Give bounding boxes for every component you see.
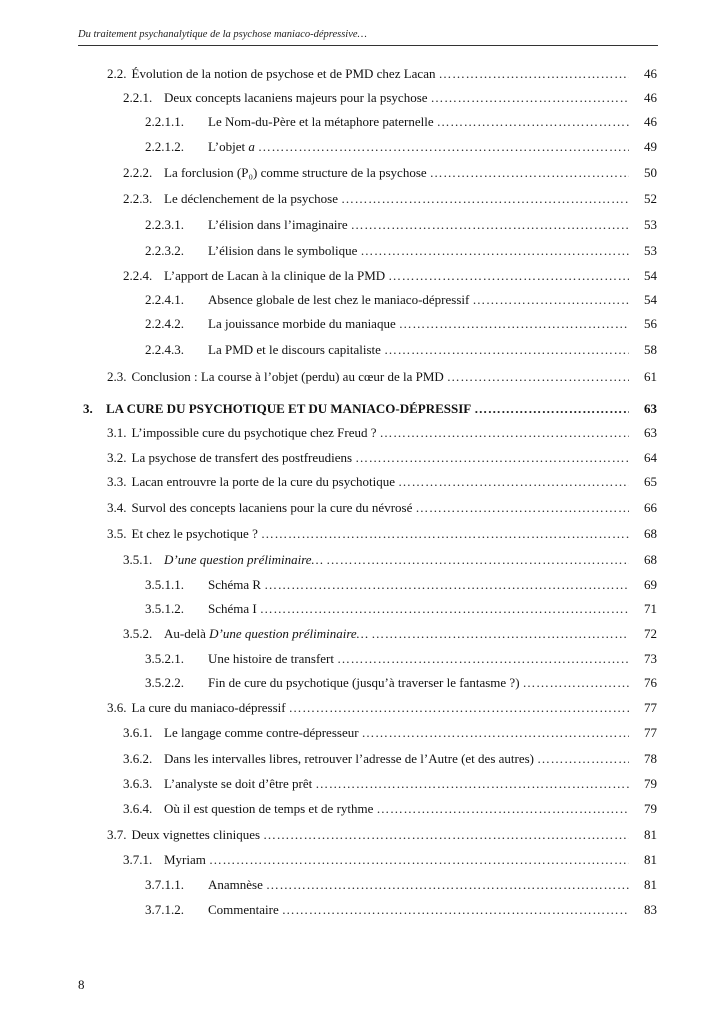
toc-entry xyxy=(123,747,629,771)
toc-title-text: Une histoire de transfert xyxy=(208,651,334,666)
toc-title xyxy=(208,647,334,671)
toc-title-text: L’impossible cure du psychotique chez Freud ? xyxy=(131,425,377,440)
toc-page-number: 52 xyxy=(644,191,657,206)
toc-entry xyxy=(123,622,629,646)
toc-title-text: Schéma R xyxy=(208,577,262,592)
dot-leader xyxy=(260,597,629,621)
toc-entry xyxy=(145,239,629,263)
toc-entry xyxy=(145,213,629,237)
toc-number: 2.2.4. xyxy=(123,268,153,283)
toc-title-text: Évolution de la notion de psychose et de PMD chez Lacan xyxy=(131,66,436,81)
toc-number: 2.2.1. xyxy=(123,90,153,105)
toc-title-text: Au-delà xyxy=(164,626,210,641)
toc-title xyxy=(164,187,338,211)
toc-page-number: 81 xyxy=(644,877,657,892)
toc-title-text: Fin de cure du psychotique (jusqu’à traverser le fantasme ?) xyxy=(208,675,520,690)
toc-row[interactable] xyxy=(123,622,657,646)
toc-page-number: 77 xyxy=(644,725,657,740)
dot-leader xyxy=(263,823,629,847)
dot-leader xyxy=(258,135,629,159)
toc-title xyxy=(164,86,428,110)
toc-page-number: 68 xyxy=(644,526,657,541)
toc-number: 2.2.1.2. xyxy=(145,139,184,154)
toc-title xyxy=(208,110,434,134)
toc-row[interactable] xyxy=(83,397,657,421)
dot-leader xyxy=(360,239,629,263)
toc-title-text: Dans les intervalles libres, retrouver l’adresse de l’Autre (et des autres) xyxy=(164,751,534,766)
dot-leader xyxy=(315,772,629,796)
toc-title-text: L’analyste se doit d’être prêt xyxy=(164,776,313,791)
toc-entry xyxy=(107,496,629,520)
toc-number: 2.2.4.1. xyxy=(145,292,184,307)
toc-page-number: 63 xyxy=(644,401,657,416)
toc-page-number: 54 xyxy=(644,292,657,307)
toc-number: 3.2. xyxy=(107,450,127,465)
toc-entry xyxy=(145,110,629,134)
toc-number: 3.7.1.1. xyxy=(145,877,184,892)
toc-title-text: Deux vignettes cliniques xyxy=(131,827,261,842)
toc-row[interactable] xyxy=(145,338,657,362)
toc-row[interactable] xyxy=(145,873,657,897)
toc-number: 3.5.2. xyxy=(123,626,153,641)
toc-number: 3.1. xyxy=(107,425,127,440)
toc-title-text: Lacan entrouvre la porte de la cure du psychotique xyxy=(131,474,395,489)
toc-title-text: La jouissance morbide du maniaque xyxy=(208,316,396,331)
toc-title xyxy=(208,213,348,237)
toc-page-number: 53 xyxy=(644,217,657,232)
toc-title xyxy=(208,239,357,263)
toc-row[interactable] xyxy=(107,823,657,847)
toc-page-number: 76 xyxy=(644,675,657,690)
dot-leader xyxy=(264,573,629,597)
toc-page-number: 81 xyxy=(644,827,657,842)
dot-leader xyxy=(384,338,629,362)
toc-row[interactable] xyxy=(107,522,657,546)
toc-title-italic: a xyxy=(248,139,255,154)
toc-title xyxy=(208,597,257,621)
dot-leader xyxy=(474,397,629,421)
dot-leader xyxy=(282,898,629,922)
toc-entry xyxy=(145,671,629,695)
toc-page-number: 77 xyxy=(644,700,657,715)
toc-number: 3.7.1. xyxy=(123,852,153,867)
dot-leader xyxy=(326,548,629,572)
toc-title xyxy=(132,470,396,494)
toc-number: 2.2.3.2. xyxy=(145,243,184,258)
toc-page-number: 46 xyxy=(644,66,657,81)
toc-entry xyxy=(107,522,629,546)
toc-title-text: Schéma I xyxy=(208,601,257,616)
toc-row[interactable] xyxy=(145,597,657,621)
toc-number: 3. xyxy=(83,401,93,416)
toc-page-number: 58 xyxy=(644,342,657,357)
toc-title-text: Le déclenchement de la psychose xyxy=(164,191,338,206)
toc-number: 3.3. xyxy=(107,474,127,489)
toc-row[interactable] xyxy=(107,696,657,720)
toc-row[interactable] xyxy=(145,312,657,336)
dot-leader xyxy=(447,365,629,389)
toc-title xyxy=(164,797,373,821)
toc-title xyxy=(132,365,444,389)
dot-leader xyxy=(371,622,629,646)
toc-entry xyxy=(123,548,629,572)
toc-title xyxy=(208,671,520,695)
dot-leader xyxy=(415,496,629,520)
toc-title-text: L’apport de Lacan à la clinique de la PMD xyxy=(164,268,386,283)
toc-row[interactable] xyxy=(107,365,657,389)
toc-title-text: Commentaire xyxy=(208,902,279,917)
toc-entry xyxy=(107,421,629,445)
toc-page-number: 79 xyxy=(644,801,657,816)
toc-entry xyxy=(145,873,629,897)
toc-row[interactable] xyxy=(107,446,657,470)
toc-number: 3.5. xyxy=(107,526,127,541)
toc-number: 2.2.2. xyxy=(123,165,153,180)
toc-entry xyxy=(123,161,629,185)
toc-page-number: 83 xyxy=(644,902,657,917)
dot-leader xyxy=(351,213,629,237)
page-number: 8 xyxy=(78,977,85,992)
toc-row[interactable] xyxy=(123,772,657,796)
dot-leader xyxy=(261,522,629,546)
dot-leader xyxy=(337,647,629,671)
dot-leader xyxy=(362,721,629,745)
dot-leader xyxy=(437,110,629,134)
toc-title-text: Deux concepts lacaniens majeurs pour la psychose xyxy=(164,90,428,105)
toc-entry xyxy=(83,397,629,421)
dot-leader xyxy=(398,470,629,494)
toc-entry xyxy=(145,898,629,922)
toc-title xyxy=(164,721,359,745)
toc-entry xyxy=(145,647,629,671)
toc-number: 2.2. xyxy=(107,66,127,81)
toc-title-text: Myriam xyxy=(164,852,206,867)
toc-number: 3.6.3. xyxy=(123,776,153,791)
toc-entry xyxy=(145,288,629,312)
toc-title-text: La forclusion (P₀) comme structure de la psychose xyxy=(164,165,427,180)
toc-number: 3.4. xyxy=(107,500,127,515)
toc-page-number: 64 xyxy=(644,450,657,465)
toc-row[interactable] xyxy=(123,797,657,821)
dot-leader xyxy=(341,187,629,211)
toc-row[interactable] xyxy=(123,86,657,110)
toc-title xyxy=(208,338,381,362)
dot-leader xyxy=(438,62,629,86)
dot-leader xyxy=(355,446,629,470)
toc-row[interactable] xyxy=(123,721,657,745)
toc-row[interactable] xyxy=(107,421,657,445)
toc-page-number: 66 xyxy=(644,500,657,515)
toc-number: 2.2.3. xyxy=(123,191,153,206)
toc-row[interactable] xyxy=(145,213,657,237)
toc-entry xyxy=(107,365,629,389)
toc-title-italic: D’une question préliminaire… xyxy=(164,552,324,567)
toc-title xyxy=(164,622,368,646)
toc-row[interactable] xyxy=(123,161,657,185)
toc-row[interactable] xyxy=(123,187,657,211)
dot-leader xyxy=(430,161,629,185)
toc-number: 3.5.1.1. xyxy=(145,577,184,592)
dot-leader xyxy=(388,264,629,288)
toc-title xyxy=(106,397,471,421)
toc-title xyxy=(208,135,255,159)
toc-title-text: Le Nom-du-Père et la métaphore paternelle xyxy=(208,114,434,129)
toc-title xyxy=(132,522,258,546)
toc-entry xyxy=(123,187,629,211)
toc-title-text: La psychose de transfert des postfreudiens xyxy=(131,450,353,465)
toc-row[interactable] xyxy=(145,239,657,263)
dot-leader xyxy=(523,671,629,695)
toc-page-number: 56 xyxy=(644,316,657,331)
toc-number: 2.2.1.1. xyxy=(145,114,184,129)
toc-page-number: 46 xyxy=(644,90,657,105)
toc-entry xyxy=(145,135,629,159)
toc-row[interactable] xyxy=(145,573,657,597)
dot-leader xyxy=(472,288,629,312)
toc-number: 3.6.2. xyxy=(123,751,153,766)
toc-title-text: Survol des concepts lacaniens pour la cure du névrosé xyxy=(131,500,413,515)
toc-row[interactable] xyxy=(145,647,657,671)
toc-entry xyxy=(123,797,629,821)
toc-number: 2.2.4.3. xyxy=(145,342,184,357)
toc-entry xyxy=(123,721,629,745)
toc-number: 3.5.2.1. xyxy=(145,651,184,666)
toc-title xyxy=(132,446,353,470)
toc-title-text: Conclusion : La course à l’objet (perdu) au cœur de la PMD xyxy=(131,369,444,384)
toc-row[interactable] xyxy=(145,135,657,159)
toc-number: 3.7. xyxy=(107,827,127,842)
toc-entry xyxy=(145,597,629,621)
toc-page-number: 81 xyxy=(644,852,657,867)
toc-title xyxy=(208,898,279,922)
toc-row[interactable] xyxy=(145,288,657,312)
toc-entry xyxy=(107,696,629,720)
toc-number: 3.6. xyxy=(107,700,127,715)
running-header: Du traitement psychanalytique de la psychose maniaco-dépressive… xyxy=(78,29,367,40)
toc-title xyxy=(164,848,206,872)
toc-row[interactable] xyxy=(123,848,657,872)
toc-row[interactable] xyxy=(107,470,657,494)
toc-number: 3.6.1. xyxy=(123,725,153,740)
toc-page-number: 46 xyxy=(644,114,657,129)
toc-number: 3.7.1.2. xyxy=(145,902,184,917)
toc-page-number: 73 xyxy=(644,651,657,666)
toc-title xyxy=(132,62,436,86)
toc-number: 3.5.1. xyxy=(123,552,153,567)
toc-title xyxy=(208,873,263,897)
toc-title-text: La PMD et le discours capitaliste xyxy=(208,342,381,357)
dot-leader xyxy=(380,421,629,445)
toc-page-number: 65 xyxy=(644,474,657,489)
toc-row[interactable] xyxy=(107,62,657,86)
toc-entry xyxy=(145,338,629,362)
toc-row[interactable] xyxy=(145,898,657,922)
dot-leader xyxy=(289,696,629,720)
toc-number: 3.6.4. xyxy=(123,801,153,816)
toc-title xyxy=(164,264,385,288)
dot-leader xyxy=(376,797,629,821)
toc-title xyxy=(164,161,427,185)
toc-entry xyxy=(123,264,629,288)
toc-title-text: L’élision dans l’imaginaire xyxy=(208,217,348,232)
toc-title xyxy=(164,747,534,771)
toc-title-text: Le langage comme contre-dépresseur xyxy=(164,725,359,740)
toc-title xyxy=(208,288,469,312)
toc-title-text: La cure du maniaco-dépressif xyxy=(131,700,286,715)
toc-title-text: L’élision dans le symbolique xyxy=(208,243,358,258)
toc-number: 3.5.2.2. xyxy=(145,675,184,690)
toc-title xyxy=(208,312,396,336)
toc-entry xyxy=(145,573,629,597)
toc-page-number: 79 xyxy=(644,776,657,791)
toc-entry xyxy=(145,312,629,336)
toc-page-number: 69 xyxy=(644,577,657,592)
dot-leader xyxy=(209,848,629,872)
dot-leader xyxy=(266,873,629,897)
dot-leader xyxy=(399,312,629,336)
toc-title xyxy=(132,696,286,720)
toc-page-number: 63 xyxy=(644,425,657,440)
toc-entry xyxy=(123,772,629,796)
toc-title-text: LA CURE DU PSYCHOTIQUE ET DU MANIACO-DÉPRESSIF xyxy=(106,401,472,416)
toc-entry xyxy=(123,86,629,110)
toc-row[interactable] xyxy=(107,496,657,520)
toc-entry xyxy=(123,848,629,872)
toc-number: 3.5.1.2. xyxy=(145,601,184,616)
toc-number: 2.3. xyxy=(107,369,127,384)
toc-title-text: Et chez le psychotique ? xyxy=(131,526,258,541)
toc-page-number: 49 xyxy=(644,139,657,154)
toc-title xyxy=(164,548,323,572)
toc-title-text: Anamnèse xyxy=(208,877,263,892)
toc-page-number: 50 xyxy=(644,165,657,180)
dot-leader xyxy=(537,747,629,771)
toc-page-number: 54 xyxy=(644,268,657,283)
toc-page-number: 53 xyxy=(644,243,657,258)
toc-page-number: 71 xyxy=(644,601,657,616)
toc-title-text: L’objet xyxy=(208,139,249,154)
toc-entry xyxy=(107,62,629,86)
toc-title xyxy=(208,573,261,597)
toc-page-number: 78 xyxy=(644,751,657,766)
toc-page-number: 61 xyxy=(644,369,657,384)
toc-title xyxy=(132,823,261,847)
toc-entry xyxy=(107,446,629,470)
toc-row[interactable] xyxy=(145,671,657,695)
toc-number: 2.2.3.1. xyxy=(145,217,184,232)
toc-title-text: Où il est question de temps et de rythme xyxy=(164,801,374,816)
toc-row[interactable] xyxy=(123,548,657,572)
toc-entry xyxy=(107,470,629,494)
toc-row[interactable] xyxy=(123,264,657,288)
toc-title xyxy=(164,772,312,796)
toc-row[interactable] xyxy=(145,110,657,134)
toc-entry xyxy=(107,823,629,847)
toc-number: 2.2.4.2. xyxy=(145,316,184,331)
dot-leader xyxy=(431,86,629,110)
toc-title-text: Absence globale de lest chez le maniaco-dépressif xyxy=(208,292,470,307)
toc-title-italic: D’une question préliminaire… xyxy=(209,626,369,641)
toc-title xyxy=(132,496,413,520)
toc-page-number: 68 xyxy=(644,552,657,567)
toc-row[interactable] xyxy=(123,747,657,771)
toc-page-number: 72 xyxy=(644,626,657,641)
toc-title xyxy=(132,421,377,445)
